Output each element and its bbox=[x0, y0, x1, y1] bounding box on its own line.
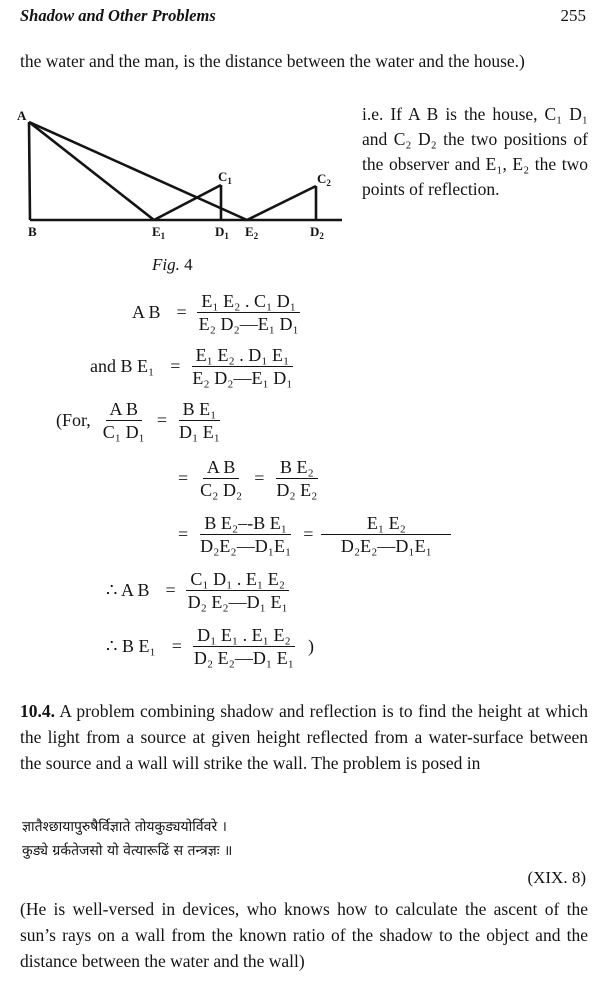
fraction: $\frac{\text{E₁ E₂ . D₁ E₁}}{\text{E₂ D₂—E₁ D₁}}$ bbox=[192, 345, 293, 388]
label-c1: $C_1$ bbox=[218, 169, 232, 186]
label-e1: $E_1$ bbox=[152, 224, 166, 241]
label-b: B bbox=[28, 224, 37, 239]
equation-therefore-ab: ∴ A B = $\frac{\text{C₁ D₁ . E₁ E₂}}{\text{D₂ E₂—D₁ E₁}}$ bbox=[106, 568, 292, 613]
ray-a-e2 bbox=[29, 122, 247, 220]
figure-side-note: i.e. If A B is the house, C₁ D₁ and C₂ D₂ the two positions of the observer and E₁, E₂ the two points of reflection. bbox=[362, 104, 588, 199]
label-e2: $E_2$ bbox=[245, 224, 259, 241]
equation-be1: and B E₁ = $\frac{\text{E₁ E₂ . D₁ E₁}}{\text{E₂ D₂—E₁ D₁}}$ bbox=[90, 344, 297, 389]
sanskrit-verse-line-1: ज्ञातैश्छायापुरुषैर्विज्ञाते तोयकुड्ययोर्विवरे । bbox=[22, 819, 227, 835]
label-d2: $D_2$ bbox=[310, 224, 324, 241]
equation-ab: A B = $\frac{\text{E₁ E₂ . C₁ D₁}}{\text{E₂ D₂—E₁ D₁}}$ bbox=[132, 290, 303, 335]
equation-therefore-be1: ∴ B E₁ = $\frac{\text{D₁ E₁ . E₁ E₂}}{\text{D₂ E₂—D₁ E₁}}$ ) bbox=[106, 625, 314, 668]
label-c2: $C_2$ bbox=[317, 171, 331, 188]
fraction: $\frac{\text{B E₂}}{\text{D₂ E₂}}$ bbox=[276, 457, 318, 500]
equation-ratio-2: = $\frac{\text{A B}}{\text{C₂ D₂}}$ = $\frac{\text{B E₂}}{\text{D₂ E₂}}$ bbox=[178, 456, 321, 501]
figure-caption: Fig. 4 bbox=[152, 255, 193, 274]
fraction: $\frac{\text{E₁ E₂}}{\text{D₂E₂—D₁E₁}}$ bbox=[321, 512, 451, 557]
sanskrit-verse-line-2: कुड्ये ग्रर्कतेजसो यो वेत्यारूढिं स तन्त्रज्ञः ॥ bbox=[22, 843, 233, 859]
ray-e2-c2 bbox=[247, 186, 316, 220]
intro-paragraph: the water and the man, is the distance between the water and the house.) bbox=[20, 51, 525, 71]
section-10-4-paragraph: 10.4. A problem combining shadow and reflection is to find the height at which the light from a source at given height reflected from a water-surface between the source and a wall will strike the wall. The problem is posed in bbox=[20, 701, 588, 773]
equation-for-ratio: (For, $\frac{\text{A B}}{\text{C₁ D₁}}$ = $\frac{\text{B E₁}}{\text{D₁ E₁}}$ bbox=[56, 398, 224, 443]
fraction: $\frac{\text{B E₂–-B E₁}}{\text{D₂E₂—D₁E₁}}$ bbox=[200, 513, 292, 556]
verse-reference: (XIX. 8) bbox=[527, 868, 586, 887]
page-number: 255 bbox=[560, 6, 586, 25]
figure-4-diagram bbox=[0, 100, 360, 250]
house-line-ab bbox=[29, 122, 30, 220]
fraction: $\frac{\text{C₁ D₁ . E₁ E₂}}{\text{D₂ E₂—D₁ E₁}}$ bbox=[187, 569, 288, 612]
section-number: 10.4. bbox=[20, 701, 55, 721]
fraction: $\frac{\text{A B}}{\text{C₂ D₂}}$ bbox=[200, 457, 243, 500]
fraction: $\frac{\text{B E₁}}{\text{D₁ E₁}}$ bbox=[179, 399, 221, 442]
fraction: $\frac{\text{E₁ E₂ . C₁ D₁}}{\text{E₂ D₂—E₁ D₁}}$ bbox=[198, 291, 299, 334]
label-d1: $D_1$ bbox=[215, 224, 229, 241]
equation-difference: = $\frac{\text{B E₂–-B E₁}}{\text{D₂E₂—D₁E₁}}$ = $\frac{\text{E₁ E₂}}{\text{D₂E₂—D₁E₁}}$ bbox=[178, 512, 451, 557]
running-header-title: Shadow and Other Problems bbox=[20, 6, 216, 25]
fraction: $\frac{\text{A B}}{\text{C₁ D₁}}$ bbox=[102, 399, 145, 442]
translation-paragraph: (He is well-versed in devices, who knows how to calculate the ascent of the sun’s rays on a wall from the known ratio of the shadow to the object and the distance between the water and the wall) bbox=[20, 899, 588, 971]
fraction: $\frac{\text{D₁ E₁ . E₁ E₂}}{\text{D₂ E₂—D₁ E₁}}$ bbox=[193, 625, 294, 668]
label-a: A bbox=[17, 108, 27, 123]
